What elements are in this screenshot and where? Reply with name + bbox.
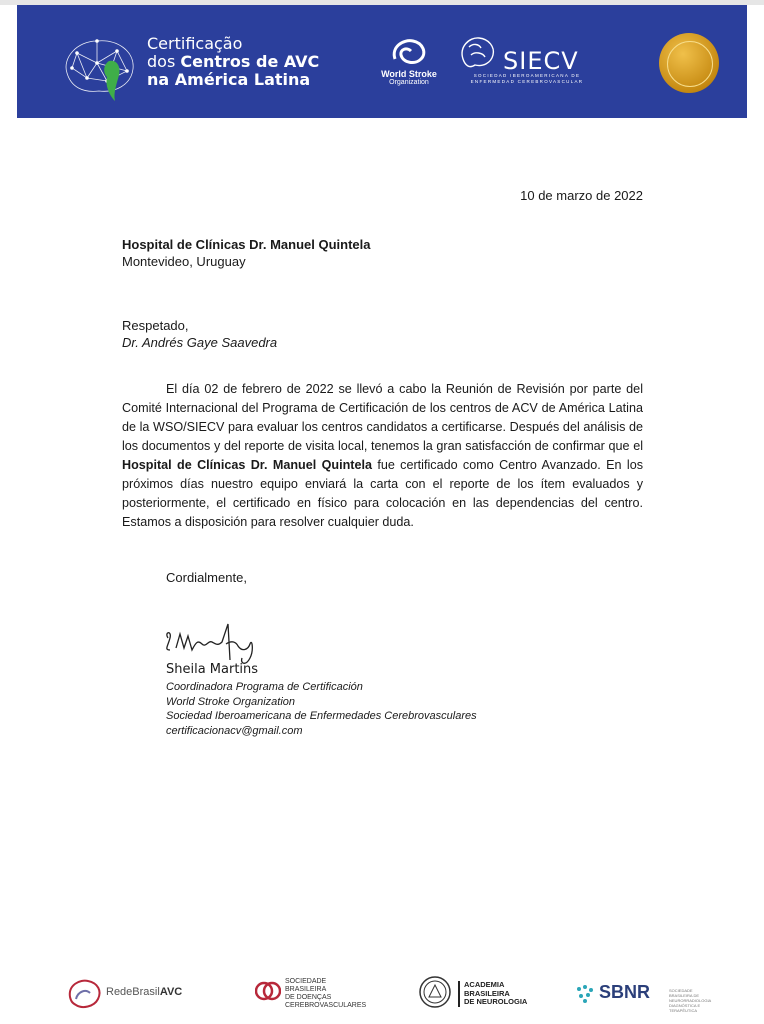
signer-name: Sheila Martins <box>166 662 259 677</box>
rede-brasil-avc-logo: RedeBrasilAVC <box>66 975 176 1015</box>
abn-crest-icon <box>418 975 452 1009</box>
gold-seal-icon <box>659 33 719 93</box>
body-hospital-name: Hospital de Clínicas Dr. Manuel Quintela <box>122 458 372 472</box>
seal-inner-ring <box>667 41 713 87</box>
header-banner <box>17 5 747 118</box>
rede-brasil-brain-icon <box>66 977 104 1011</box>
signer-details <box>166 680 477 738</box>
wso-swirl-icon <box>389 37 429 67</box>
letter-body: El día 02 de febrero de 2022 se llevó a cabo la Reunión de Revisión por parte del Comité Internacional del Programa de Certificación de los centros de ACV de América Latina de la WSO/SIECV para evaluar los centros candidatos a certificarse. Después del análisis de los documentos y del reporte de visita local, tenemos la gran satisfacción de confirmar que el Hospital de Clínicas Dr. Manuel Quintela fue certificado como Centro Avanzado. En los próximos días nuestro equipo enviará la carta con el reporte de los ítem evaluados y posteriormente, el certificado en físico para colocación en las dependencias del centro. Estamos a disposición para resolver cualquier duda. <box>122 382 644 529</box>
addressee-hospital: Hospital de Clínicas Dr. Manuel Quintela <box>122 237 371 252</box>
signer-email: certificacionacv@gmail.com <box>166 724 303 737</box>
sbdcv-mark-icon <box>255 977 281 1007</box>
siecv-head-icon <box>457 35 497 71</box>
addressee-city: Montevideo, Uruguay <box>122 254 246 269</box>
closing: Cordialmente, <box>166 570 247 585</box>
brain-network-icon <box>57 33 141 103</box>
signer-role: Coordinadora Programa de Certificación <box>166 681 363 693</box>
certification-program-title: Certificação dos Centros de AVC na América Latina <box>147 34 320 89</box>
salutation-block <box>122 317 277 351</box>
world-stroke-organization-logo: World Stroke Organization <box>377 37 441 92</box>
siecv-logo: SIECV SOCIEDAD IBEROAMERICANA DE ENFERMEDAD CEREBROVASCULAR <box>457 35 587 95</box>
greeting: Respetado, <box>122 318 189 333</box>
doctor-name: Dr. Andrés Gaye Saavedra <box>122 335 278 350</box>
letter-date: 10 de marzo de 2022 <box>520 188 643 203</box>
signer-org-siecv: Sociedad Iberoamericana de Enfermedades Cerebrovasculares <box>166 710 477 722</box>
academia-brasileira-neurologia-logo: ACADEMIA BRASILEIRA DE NEUROLOGIA <box>418 975 528 1015</box>
addressee-block <box>122 236 371 270</box>
sbnr-dots-icon <box>575 983 597 1005</box>
sbnr-logo: SBNR SOCIEDADE BRASILEIRA DE NEURORRADIOLOGIA DIAGNÓSTICA E TERAPÊUTICA <box>575 975 715 1015</box>
signer-org-wso: World Stroke Organization <box>166 695 295 708</box>
sbdcv-logo: SOCIEDADE BRASILEIRA DE DOENÇAS CEREBROVASCULARES <box>255 975 335 1015</box>
